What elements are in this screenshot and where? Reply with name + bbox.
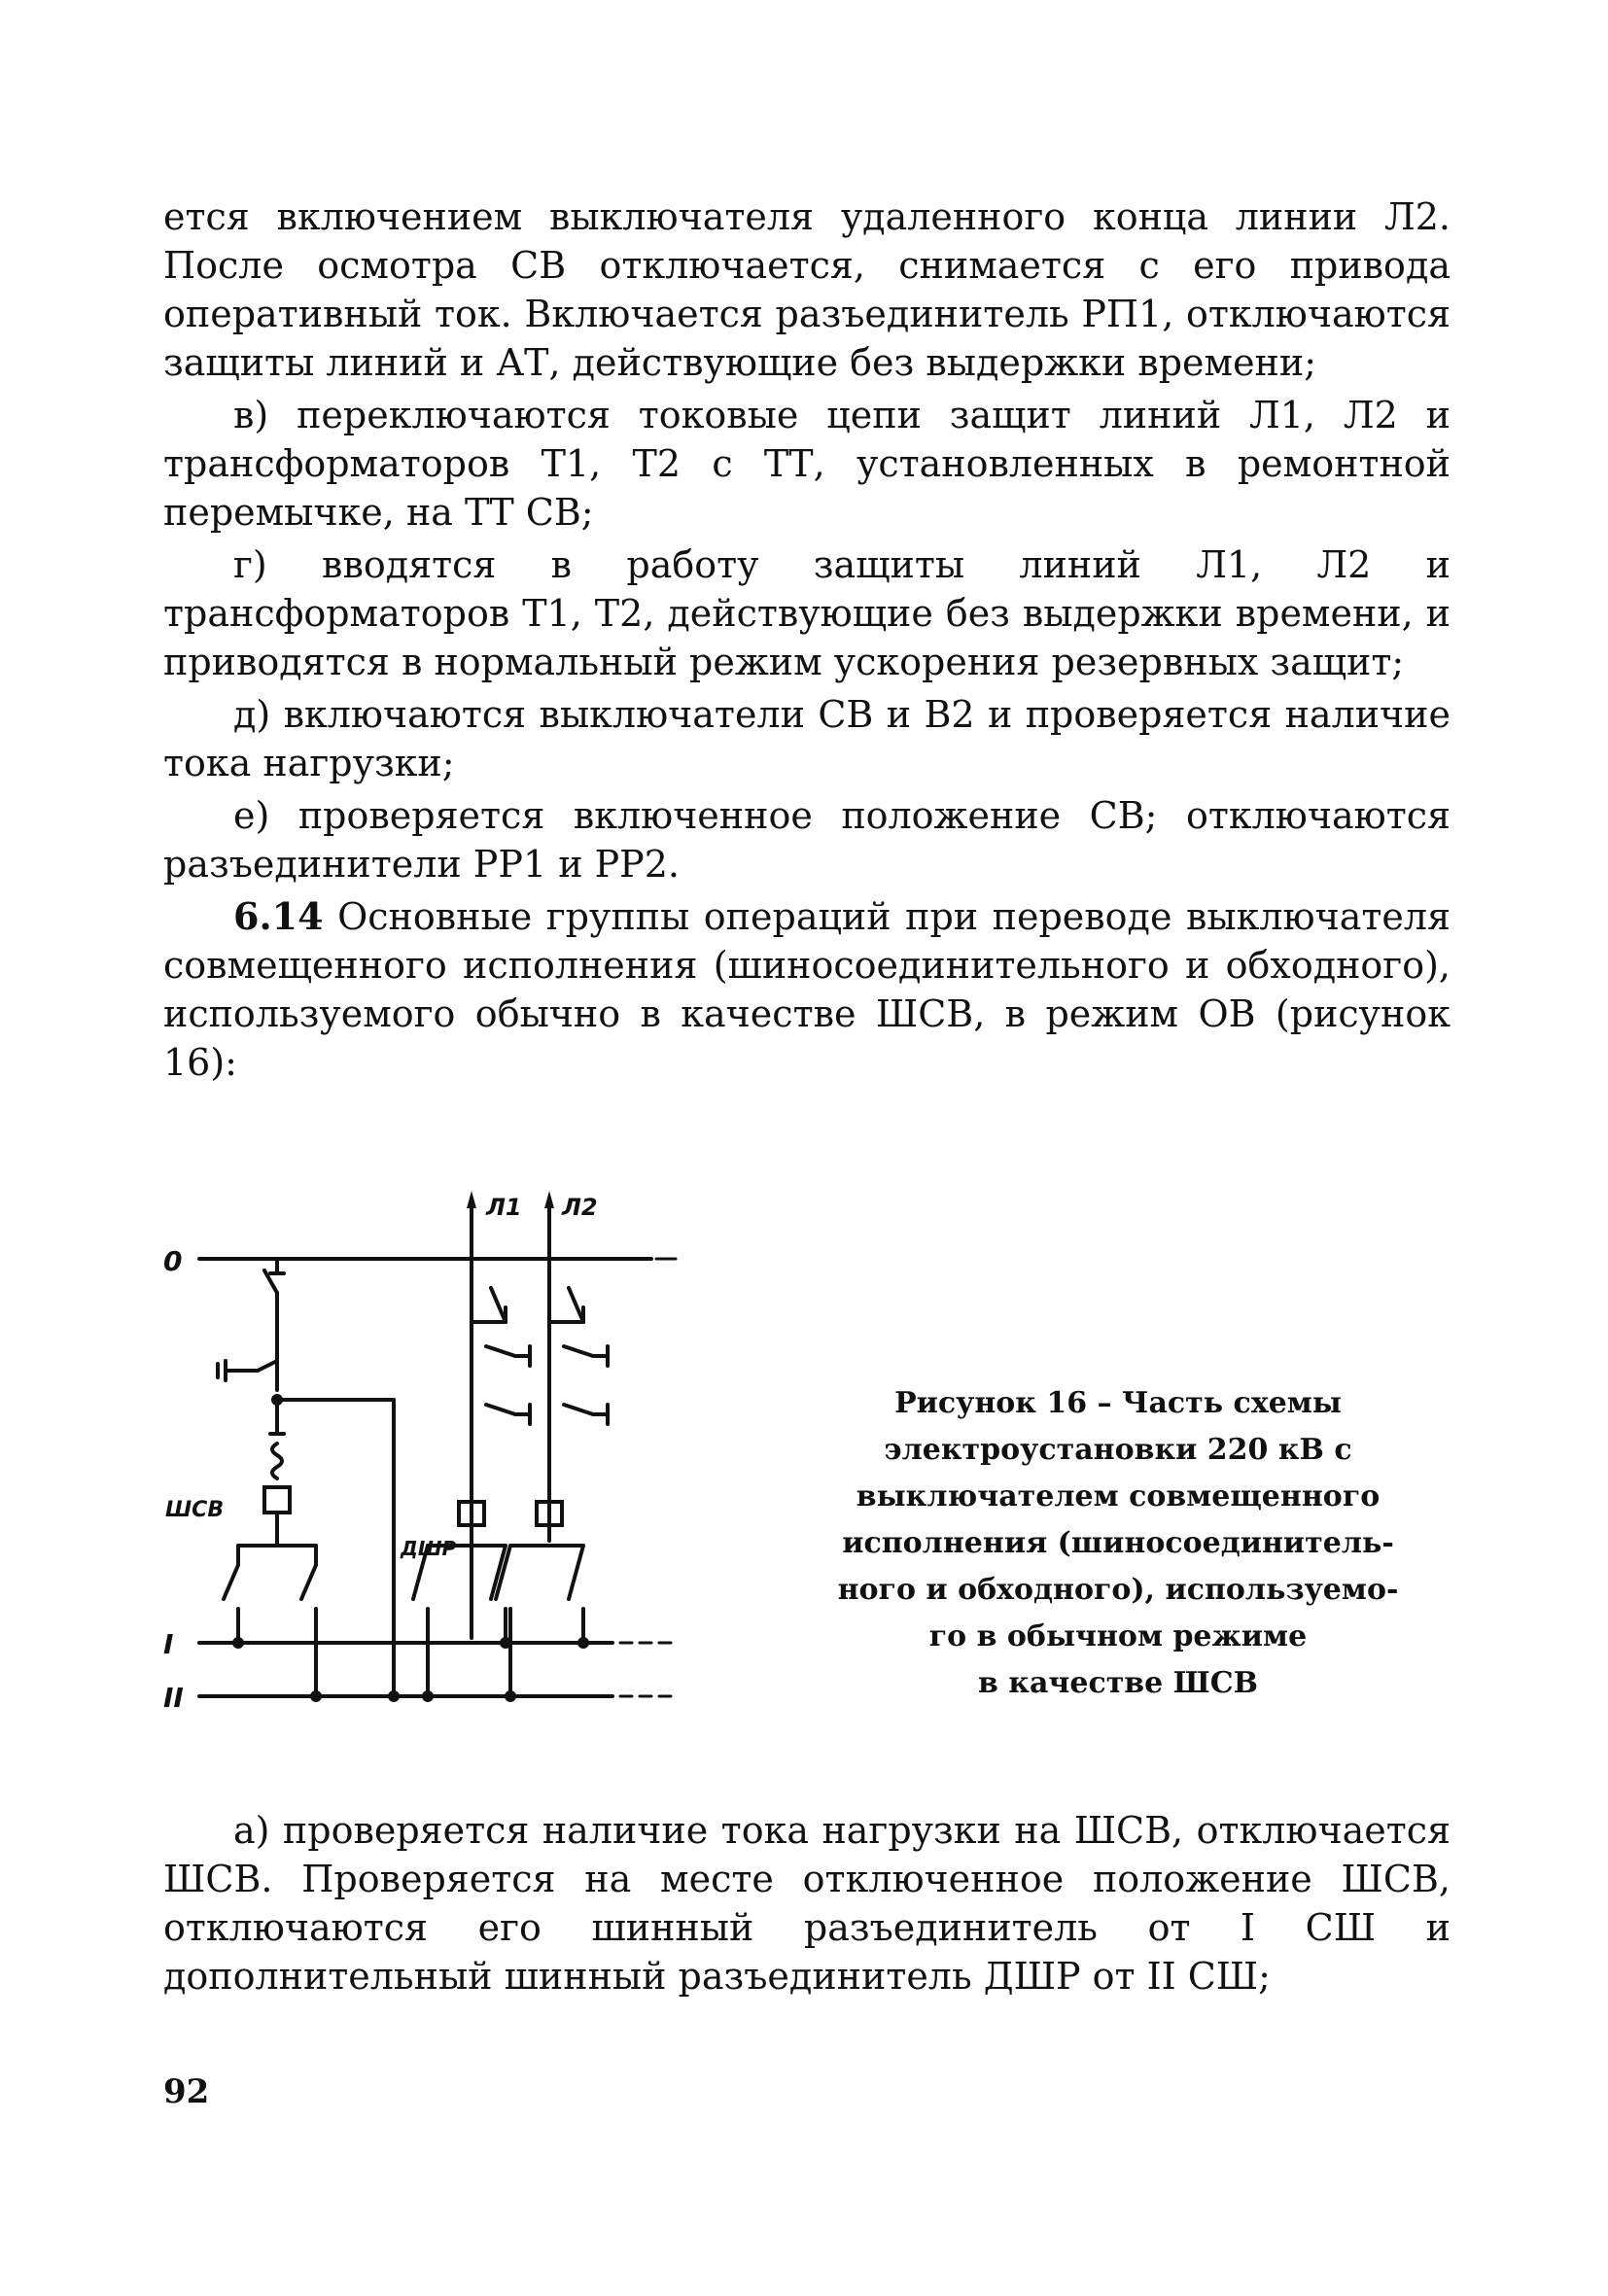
paragraph-item-d: д) включаются выключатели СВ и В2 и проверяется наличие тока нагрузки; — [163, 693, 1451, 784]
section-number: 6.14 — [233, 894, 324, 938]
section-paragraph — [163, 892, 1451, 1087]
figure-caption — [797, 1380, 1439, 1707]
caption-line: ного и обходного), используемо- — [837, 1573, 1399, 1607]
shsv-label: ШСВ — [165, 1498, 225, 1522]
bus-2-label: II — [163, 1682, 184, 1714]
caption-line: электроустановки 220 кВ с — [884, 1433, 1352, 1467]
paragraph-item-e: е) проверяется включенное положение СВ; отключаются разъединители РР1 и РР2. — [163, 794, 1451, 886]
caption-line: в качестве ШСВ — [978, 1666, 1258, 1700]
bus-1-label: I — [163, 1628, 174, 1660]
bus-o-label: 0 — [163, 1245, 183, 1277]
page-number: 92 — [163, 2072, 210, 2111]
line-1-label: Л1 — [486, 1194, 522, 1221]
paragraph-continuation: ется включением выключателя удаленного конца линии Л2. После осмотра СВ отключается, снимается с его привода оперативный ток. Включается разъединитель РП1, отключаются защиты линий и АТ, действующие без выдержки времени; — [163, 195, 1451, 384]
caption-line: го в обычном режиме — [928, 1619, 1308, 1653]
paragraph-item-a: а) проверяется наличие тока нагрузки на ШСВ, отключается ШСВ. Проверяется на месте отключенное положение ШСВ, отключаются его шинный разъединитель от I СШ и дополнительный шинный разъединитель ДШР от II СШ; — [163, 1809, 1451, 1998]
dshr-label: ДШР — [401, 1537, 457, 1560]
caption-line: выключателем совмещенного — [856, 1479, 1381, 1513]
paragraph-item-g: г) вводятся в работу защиты линий Л1, Л2 и трансформаторов Т1, Т2, действующие без выдержки времени, и приводятся в нормальный режим ускорения резервных защит; — [163, 543, 1451, 683]
line-2-label: Л2 — [562, 1194, 598, 1221]
body-text-after-figure — [163, 1806, 1451, 2000]
caption-line: Рисунок 16 – Часть схемы — [894, 1386, 1342, 1420]
section-text: Основные группы операций при переводе выключателя совмещенного исполнения (шиносоединительного и обходного), используемого обычно в качестве ШСВ, в режим ОВ (рисунок 16): — [163, 895, 1451, 1084]
body-text — [163, 192, 1451, 1091]
caption-line: исполнения (шиносоединитель- — [842, 1526, 1394, 1560]
paragraph-item-v: в) переключаются токовые цепи защит линий Л1, Л2 и трансформаторов Т1, Т2 с ТТ, установленных в ремонтной перемычке, на ТТ СВ; — [163, 394, 1451, 534]
circuit-diagram — [156, 1181, 739, 1725]
